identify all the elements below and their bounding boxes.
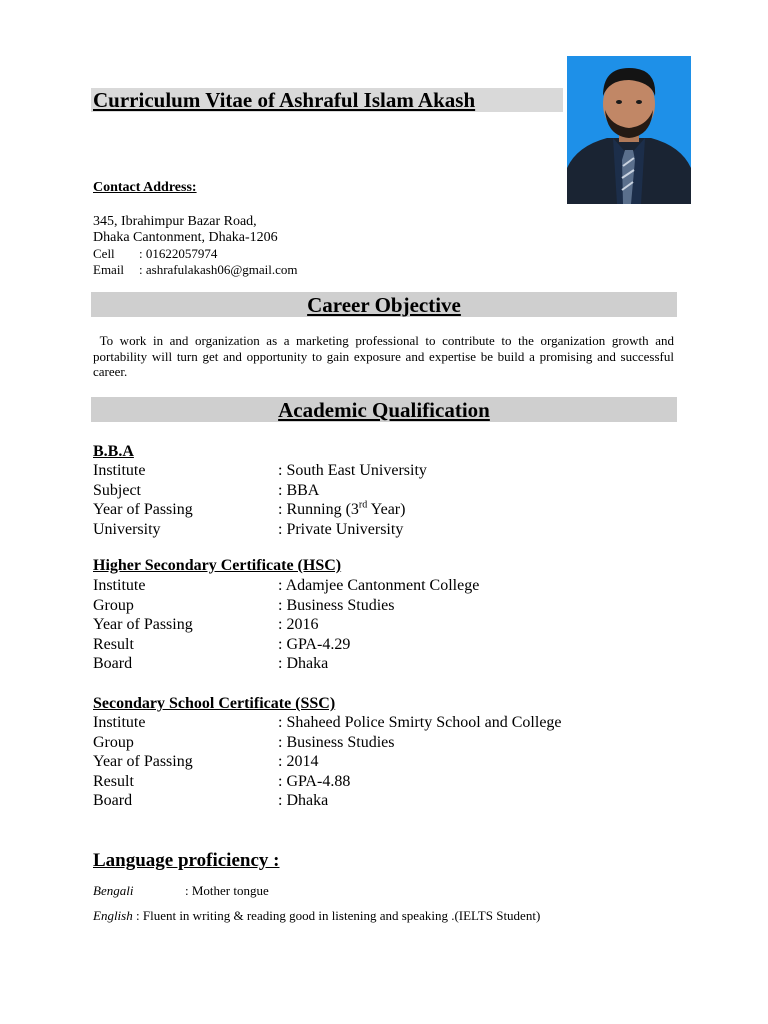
- bba-value: : BBA: [278, 481, 320, 499]
- ssc-heading: Secondary School Certificate (SSC): [93, 695, 336, 712]
- hsc-value: : Dhaka: [278, 655, 329, 672]
- bba-row-institute: [93, 461, 693, 480]
- ssc-row-year: [93, 752, 693, 771]
- bba-label: University: [93, 520, 161, 538]
- ssc-value: : GPA-4.88: [278, 772, 351, 790]
- bba-label: Subject: [93, 481, 141, 499]
- bba-heading: B.B.A: [93, 443, 134, 460]
- ssc-row-institute: [93, 713, 693, 732]
- language-item: [93, 908, 540, 924]
- cv-title: Curriculum Vitae of Ashraful Islam Akash: [93, 88, 476, 112]
- hsc-row-result: [93, 635, 693, 654]
- hsc-row-institute: [93, 576, 693, 595]
- ssc-label: Result: [93, 772, 134, 790]
- bba-year-pre: : Running (3: [278, 501, 359, 518]
- bba-label: Year of Passing: [93, 501, 193, 518]
- cell-row: [93, 246, 217, 263]
- career-objective-heading: Career Objective: [307, 293, 461, 317]
- hsc-row-group: [93, 596, 693, 615]
- academic-qualification-heading: Academic Qualification: [278, 398, 490, 422]
- hsc-value: : 2016: [278, 616, 319, 633]
- ssc-value: : Business Studies: [278, 733, 395, 751]
- hsc-value: : Business Studies: [278, 596, 395, 614]
- ssc-label: Year of Passing: [93, 753, 193, 770]
- hsc-label: Institute: [93, 577, 146, 594]
- ssc-label: Board: [93, 792, 133, 809]
- bba-row-university: [93, 520, 693, 539]
- ssc-value: : Shaheed Police Smirty School and College: [278, 714, 562, 731]
- career-objective-text: [93, 333, 674, 380]
- bba-value: [278, 500, 405, 519]
- email-label: Email: [93, 262, 125, 277]
- hsc-heading: Higher Secondary Certificate (HSC): [93, 557, 342, 574]
- ssc-row-result: [93, 772, 693, 791]
- bba-row-year: [93, 500, 693, 519]
- ssc-value: : 2014: [278, 753, 319, 770]
- hsc-row-year: [93, 615, 693, 634]
- ssc-value: : Dhaka: [278, 792, 329, 809]
- contact-heading: Contact Address:: [93, 180, 197, 195]
- address-line-2: Dhaka Cantonment, Dhaka-1206: [93, 230, 278, 245]
- profile-photo-illustration: [567, 56, 691, 204]
- hsc-label: Year of Passing: [93, 616, 193, 633]
- address-line-1: 345, Ibrahimpur Bazar Road,: [93, 214, 257, 229]
- language-value: : Fluent in writing & reading good in listening and speaking .(IELTS Student): [135, 908, 541, 923]
- hsc-label: Group: [93, 596, 134, 614]
- hsc-label: Board: [93, 655, 133, 672]
- cell-value: : 01622057974: [139, 246, 218, 261]
- hsc-row-board: [93, 654, 693, 673]
- language-name: Bengali: [93, 883, 134, 898]
- bba-value: : Private University: [278, 520, 404, 538]
- hsc-value: : GPA-4.29: [278, 635, 351, 653]
- language-heading: Language proficiency :: [93, 850, 280, 871]
- bba-value: : South East University: [278, 462, 427, 479]
- ssc-row-group: [93, 733, 693, 752]
- hsc-label: Result: [93, 635, 134, 653]
- hsc-value: : Adamjee Cantonment College: [278, 577, 480, 594]
- ssc-label: Institute: [93, 714, 146, 731]
- email-row: [93, 262, 298, 279]
- email-value: : ashrafulakash06@gmail.com: [139, 262, 298, 277]
- cell-label: Cell: [93, 246, 115, 261]
- profile-photo: [567, 56, 691, 204]
- ssc-label: Group: [93, 733, 134, 751]
- language-name: English: [93, 908, 133, 923]
- ssc-row-board: [93, 791, 693, 810]
- bba-row-subject: [93, 481, 693, 500]
- bba-year-sup: rd: [358, 499, 368, 511]
- bba-label: Institute: [93, 462, 146, 479]
- career-objective-body: To work in and organization as a marketing professional to contribute to the organization growth and portability will turn get and opportunity to gain exposure and expertise be build a promising and successful career.: [93, 333, 674, 379]
- bba-year-post: Year): [367, 501, 406, 518]
- language-item: [93, 883, 269, 899]
- language-value: : Mother tongue: [185, 883, 269, 898]
